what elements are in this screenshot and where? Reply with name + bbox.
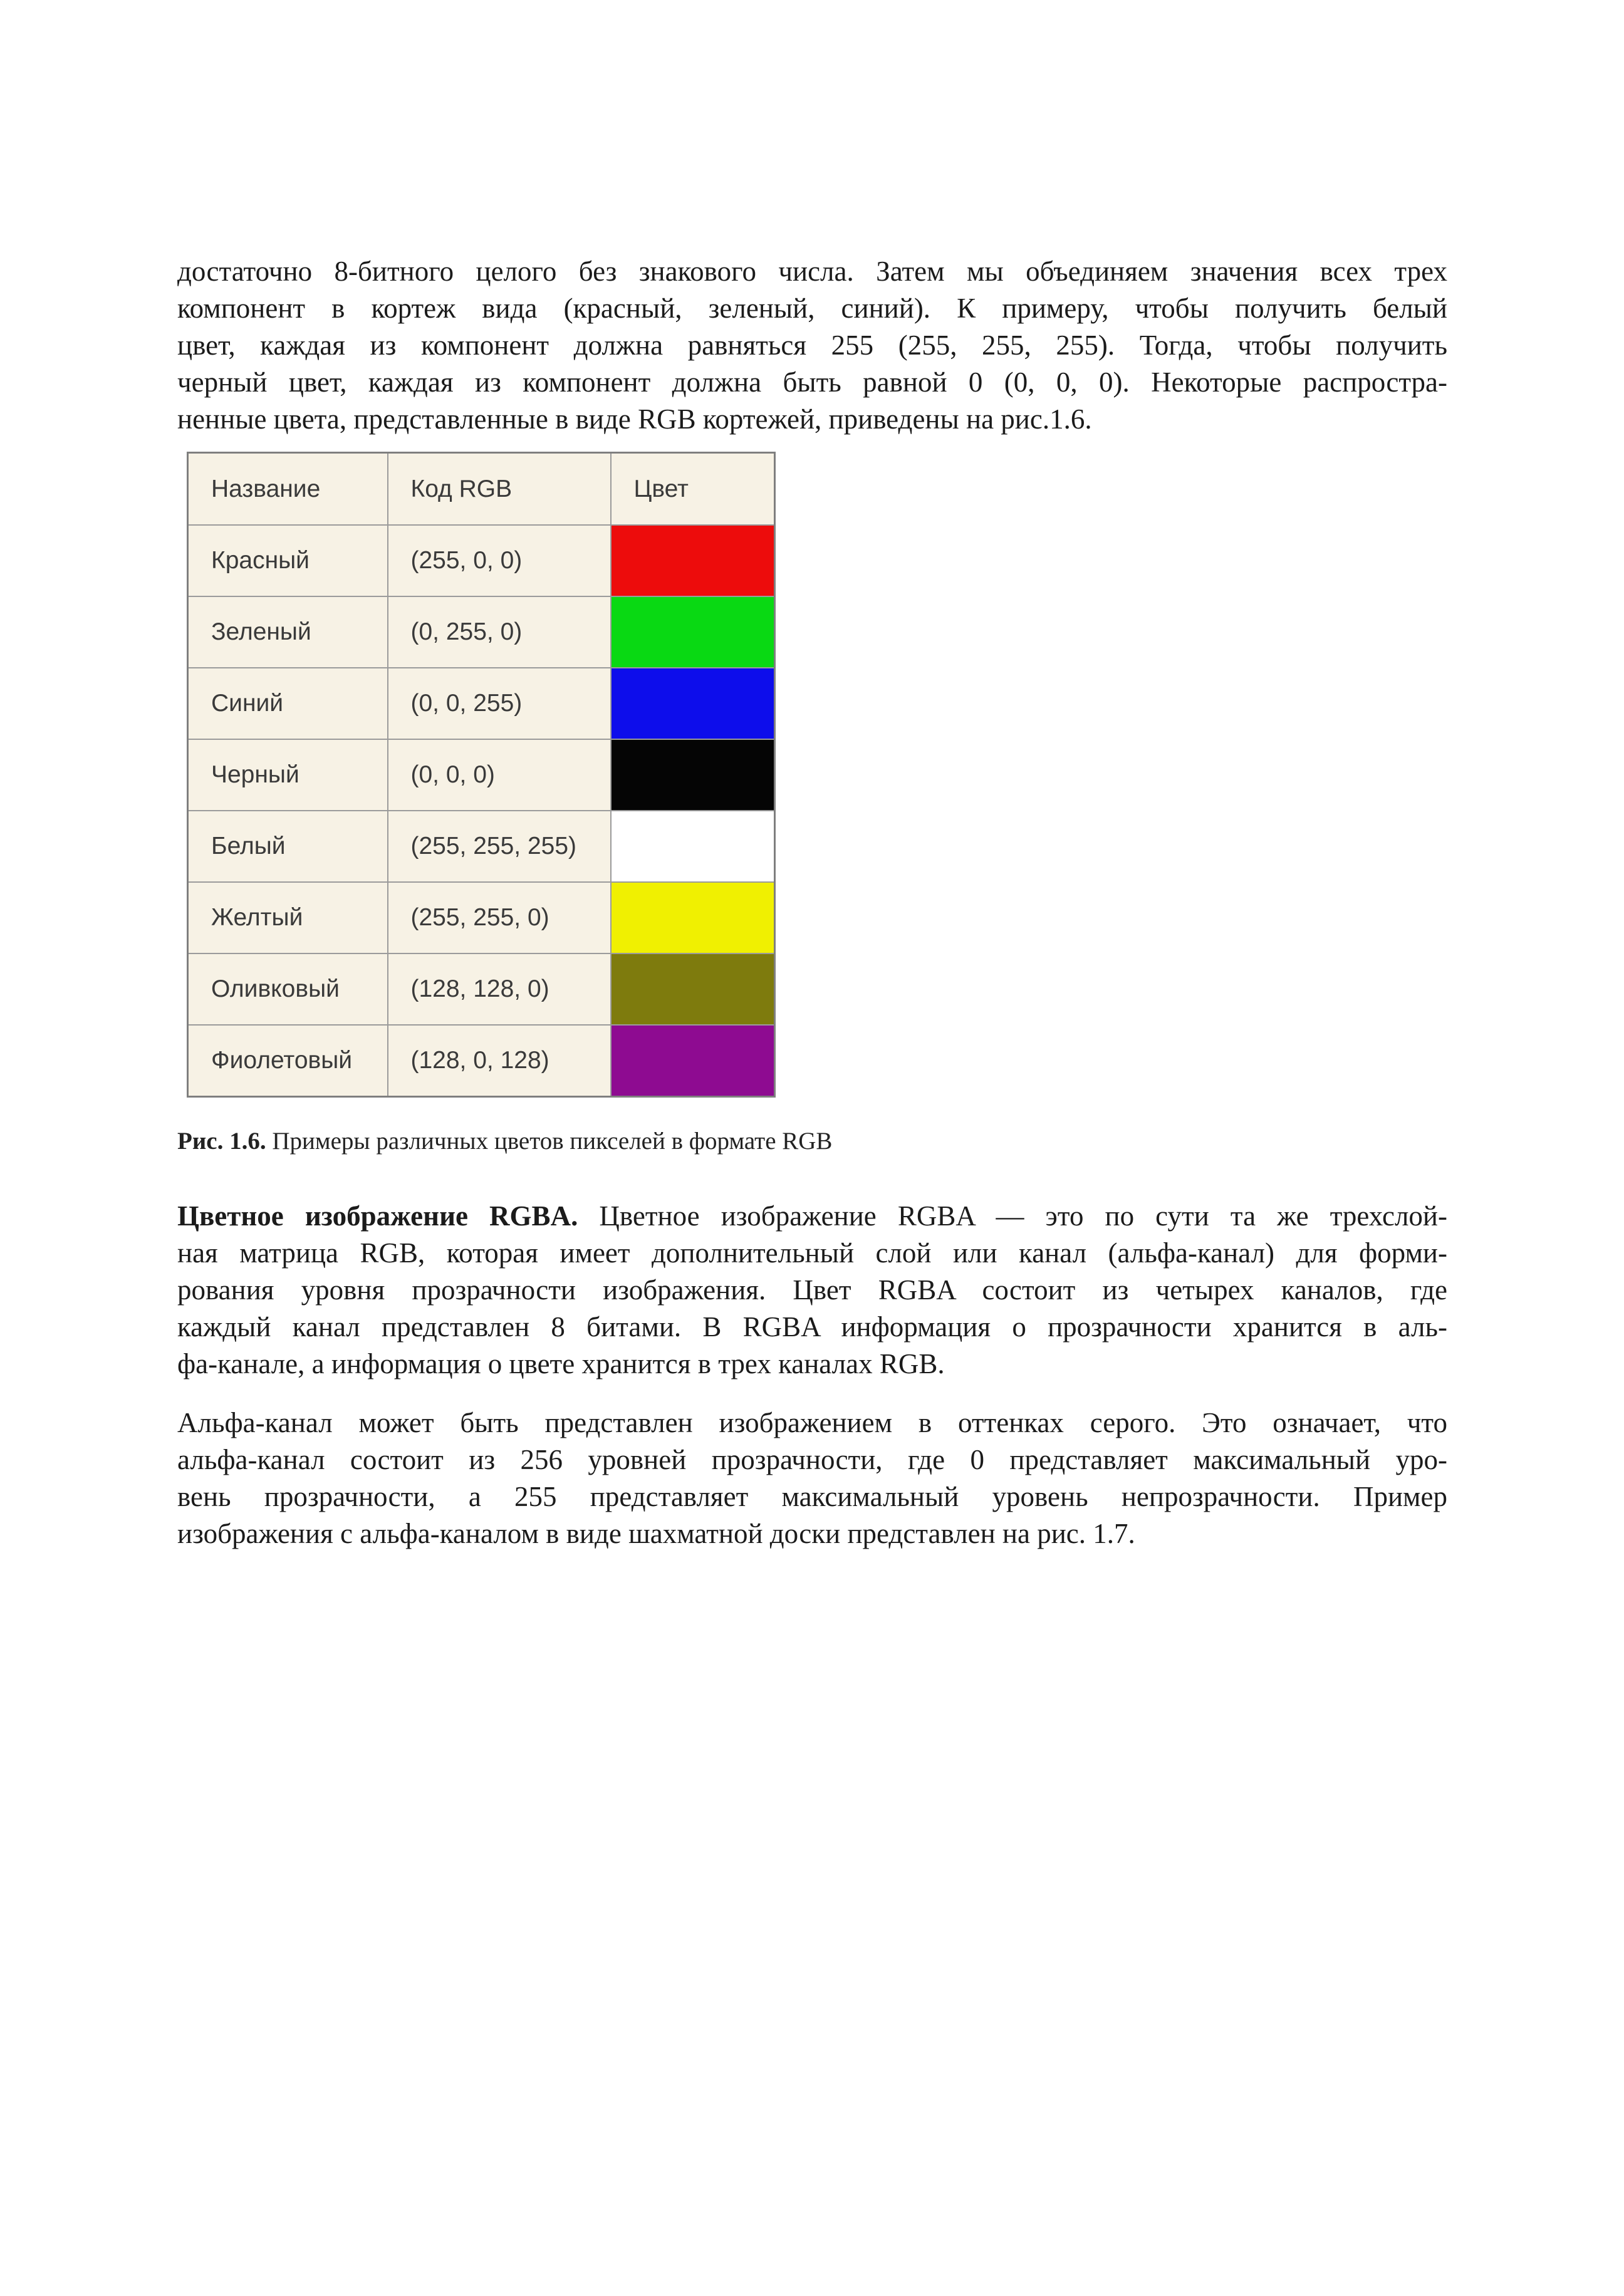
table-row [188, 596, 775, 668]
table-row [188, 1025, 775, 1097]
table-row [188, 739, 775, 811]
rgb-code-cell: (255, 255, 255) [388, 811, 611, 882]
text-line: достаточно 8-битного целого без знакового числа. Затем мы объединяем значения всех трех [177, 256, 1447, 287]
rgb-code-cell: (0, 0, 0) [388, 739, 611, 811]
color-swatch [611, 953, 775, 1025]
color-name-cell: Оливковый [188, 953, 388, 1025]
color-swatch [611, 739, 775, 811]
rgb-code-cell: (255, 0, 0) [388, 525, 611, 596]
color-name-cell: Желтый [188, 882, 388, 953]
table-header-cell: Код RGB [388, 453, 611, 526]
figure-caption [177, 1126, 832, 1156]
paragraph-rgba-image [177, 1198, 1447, 1383]
table-header [188, 453, 775, 526]
table-header-cell: Название [188, 453, 388, 526]
paragraph-alpha-channel [177, 1405, 1447, 1552]
text-line: черный цвет, каждая из компонент должна быть равной 0 (0, 0, 0). Некоторые распростра- [177, 366, 1447, 398]
figure-caption-label: Рис. 1.6. [177, 1128, 266, 1155]
color-swatch [611, 1025, 775, 1097]
rgb-code-cell: (0, 255, 0) [388, 596, 611, 668]
table-row [188, 882, 775, 953]
table-row [188, 811, 775, 882]
rgb-code-cell: (128, 0, 128) [388, 1025, 611, 1097]
rgb-code-cell: (0, 0, 255) [388, 668, 611, 739]
text-line: фа-канале, а информация о цвете хранится в трех каналах RGB. [177, 1348, 945, 1379]
table-body [188, 525, 775, 1097]
table-row [188, 668, 775, 739]
color-swatch [611, 596, 775, 668]
text-line: вень прозрачности, а 255 представляет максимальный уровень непрозрачности. Пример [177, 1481, 1447, 1512]
text-line: Цветное изображение RGBA. Цветное изображение RGBA — это по сути та же трехслой- [177, 1200, 1447, 1232]
table-header-row [188, 453, 775, 526]
table-header-cell: Цвет [611, 453, 775, 526]
color-swatch [611, 668, 775, 739]
text-line: ная матрица RGB, которая имеет дополнительный слой или канал (альфа-канал) для форми- [177, 1237, 1447, 1269]
text-line: ненные цвета, представленные в виде RGB кортежей, приведены на рис.1.6. [177, 403, 1092, 435]
color-swatch [611, 811, 775, 882]
rgb-code-cell: (128, 128, 0) [388, 953, 611, 1025]
text-line: каждый канал представлен 8 битами. В RGBA информация о прозрачности хранится в аль- [177, 1311, 1447, 1343]
text-line: Альфа-канал может быть представлен изображением в оттенках серого. Это означает, что [177, 1407, 1447, 1438]
text-line: компонент в кортеж вида (красный, зеленый, синий). К примеру, чтобы получить белый [177, 293, 1447, 324]
color-swatch [611, 882, 775, 953]
rgb-color-table [187, 452, 776, 1098]
color-name-cell: Красный [188, 525, 388, 596]
bold-lead: Цветное изображение RGBA. [177, 1200, 600, 1232]
text-line: цвет, каждая из компонент должна равняться 255 (255, 255, 255). Тогда, чтобы получить [177, 330, 1447, 361]
color-swatch [611, 525, 775, 596]
paragraph-rgb-tuples [177, 253, 1447, 438]
text-line: изображения с альфа-каналом в виде шахматной доски представлен на рис. 1.7. [177, 1518, 1135, 1549]
text-line: рования уровня прозрачности изображения. Цвет RGBA состоит из четырех каналов, где [177, 1274, 1447, 1306]
color-name-cell: Черный [188, 739, 388, 811]
table-row [188, 525, 775, 596]
figure-caption-text: Примеры различных цветов пикселей в формате RGB [272, 1128, 833, 1155]
text-line: альфа-канал состоит из 256 уровней прозрачности, где 0 представляет максимальный уро- [177, 1444, 1447, 1475]
table-row [188, 953, 775, 1025]
color-name-cell: Зеленый [188, 596, 388, 668]
color-name-cell: Фиолетовый [188, 1025, 388, 1097]
rgb-code-cell: (255, 255, 0) [388, 882, 611, 953]
color-name-cell: Белый [188, 811, 388, 882]
color-name-cell: Синий [188, 668, 388, 739]
